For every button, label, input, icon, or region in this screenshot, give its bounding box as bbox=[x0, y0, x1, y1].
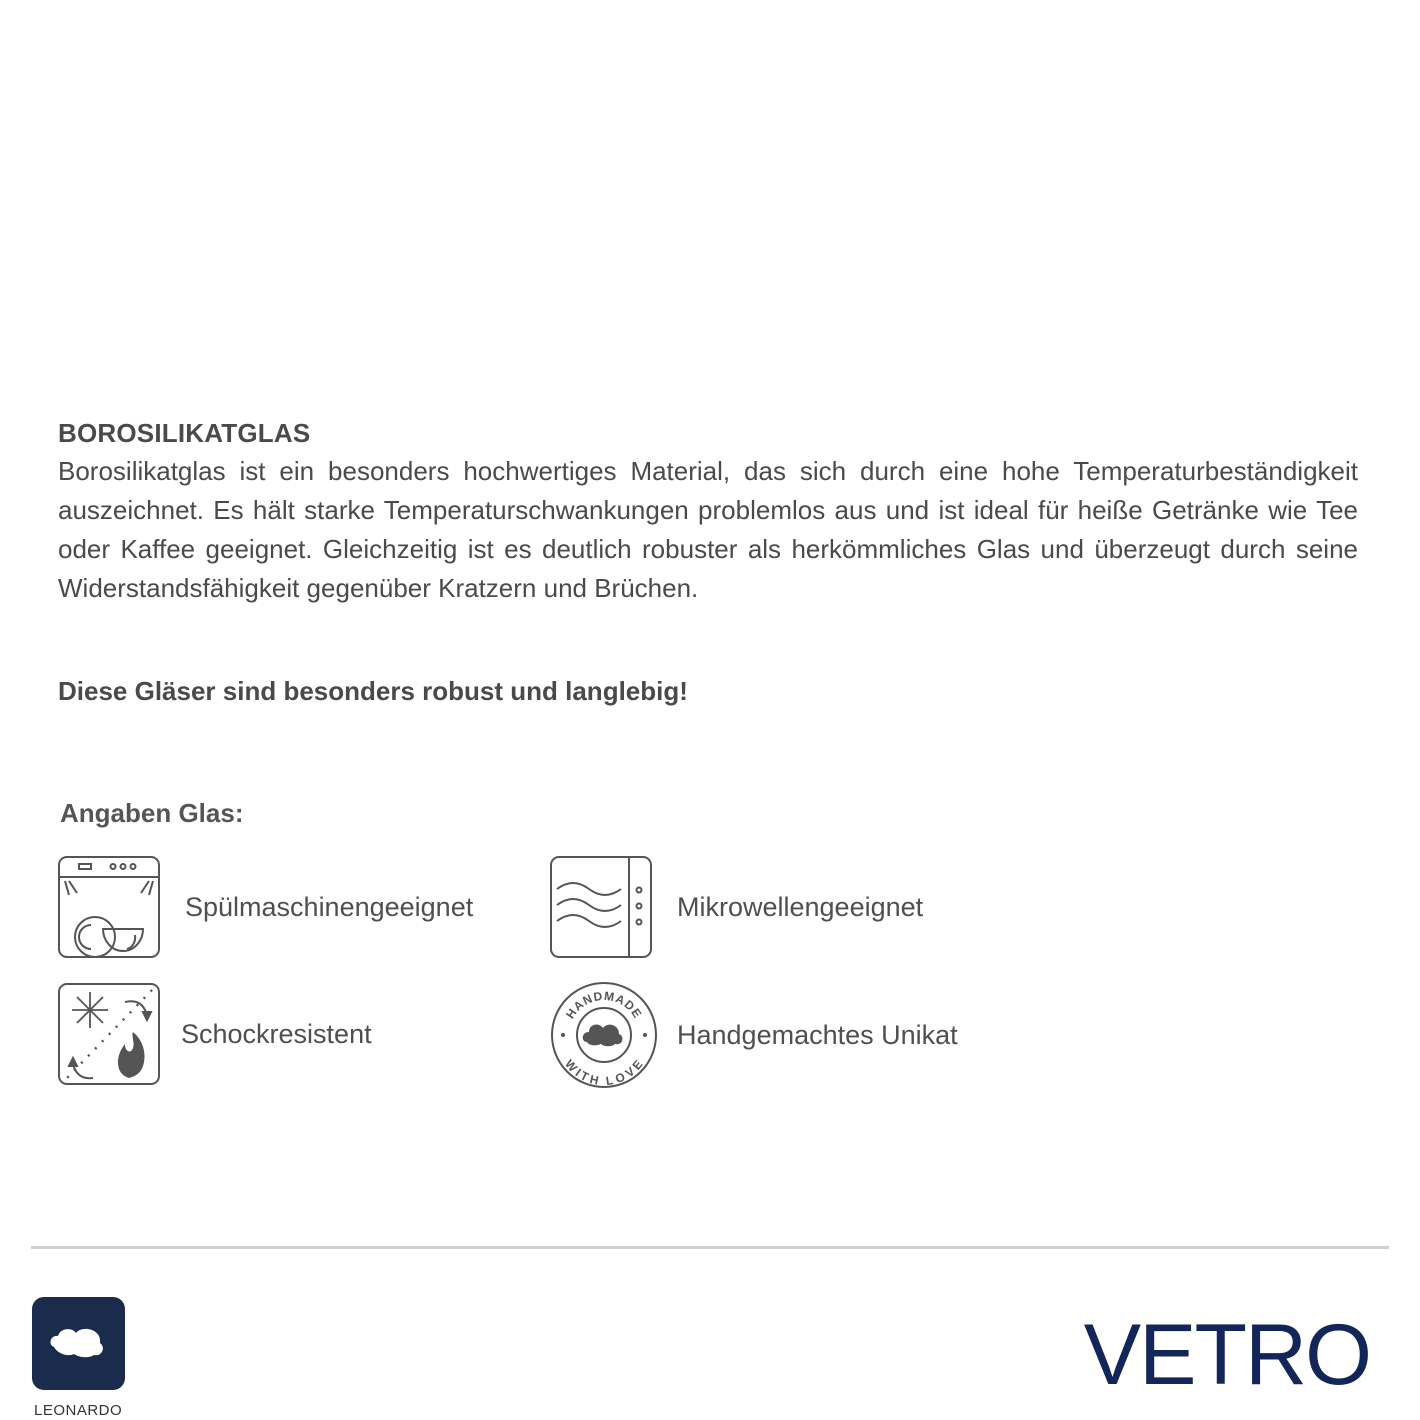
microwave-icon bbox=[549, 855, 653, 959]
svg-text:HANDMADE: HANDMADE bbox=[563, 988, 645, 1022]
spec-item-handmade bbox=[549, 980, 958, 1090]
spec-label-handmade: Handgemachtes Unikat bbox=[677, 1019, 958, 1050]
footer-divider bbox=[31, 1246, 1389, 1249]
cloud-icon bbox=[32, 1297, 125, 1390]
robustness-statement: Diese Gläser sind besonders robust und langlebig! bbox=[58, 676, 688, 706]
spec-label-dishwasher: Spülmaschinengeeignet bbox=[185, 891, 474, 922]
spec-label-microwave: Mikrowellengeeignet bbox=[677, 891, 924, 922]
material-heading: BOROSILIKATGLAS bbox=[58, 418, 311, 448]
collection-name: VETRO bbox=[1083, 1307, 1370, 1403]
spec-item-shock-resistant bbox=[57, 982, 372, 1086]
shock-resistant-icon bbox=[57, 982, 161, 1086]
dishwasher-icon bbox=[57, 855, 161, 959]
spec-item-dishwasher bbox=[57, 855, 473, 959]
svg-text:WITH LOVE: WITH LOVE bbox=[562, 1056, 647, 1089]
brand-name: LEONARDO bbox=[34, 1402, 123, 1419]
material-description-section bbox=[58, 414, 1358, 608]
specs-title: Angaben Glas: bbox=[60, 798, 244, 828]
leonardo-logo bbox=[32, 1297, 125, 1390]
spec-label-shock-resistant: Schockresistent bbox=[181, 1018, 372, 1049]
spec-item-microwave bbox=[549, 855, 923, 959]
material-description: Borosilikatglas ist ein besonders hochwertiges Material, das sich durch eine hohe Temperaturbeständigkeit auszeichnet. Es hält starke Temperaturschwankungen problemlos aus und ist ideal für heiße Getränke wie Tee oder Kaffee geeignet. Gleichzeitig ist es deutlich robuster als herkömmliches Glas und überzeugt durch seine Widerstandsfähigkeit gegenüber Kratzern und Brüchen. bbox=[58, 456, 1358, 603]
handmade-badge-icon bbox=[549, 980, 659, 1090]
